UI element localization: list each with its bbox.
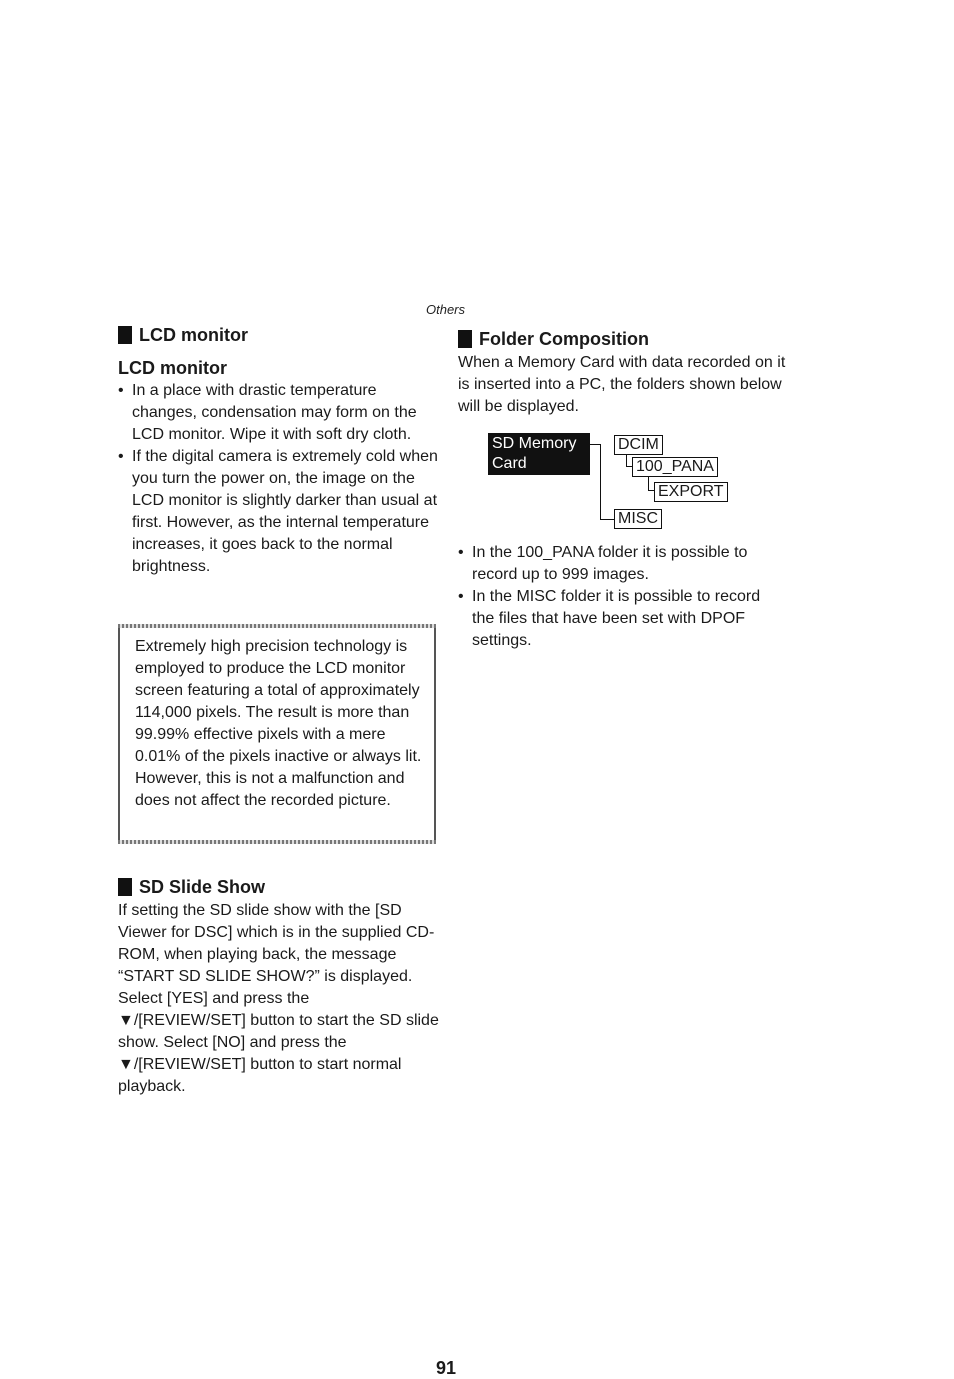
slide-show-section bbox=[118, 874, 440, 1098]
list-item: • In the 100_PANA folder it is possible to record up to 999 images. bbox=[458, 542, 778, 586]
lcd-section-title bbox=[118, 322, 440, 348]
dcim-folder-box: DCIM bbox=[614, 435, 663, 455]
section-label: Others bbox=[426, 302, 466, 317]
folder-section-title-text: Folder Composition bbox=[479, 329, 649, 349]
square-bullet-icon bbox=[458, 330, 472, 348]
connector-line bbox=[648, 477, 649, 491]
folder-intro: When a Memory Card with data recorded on it is inserted into a PC, the folders shown below will be displayed. bbox=[458, 354, 786, 415]
square-bullet-icon bbox=[118, 326, 132, 344]
slide-show-title bbox=[118, 874, 440, 900]
lcd-subtitle: LCD monitor bbox=[118, 358, 227, 378]
list-item: • If the digital camera is extremely cold when you turn the power on, the image on the LCD monitor is slightly darker than usual at first. However, as the internal temperature increases, it goes back to the normal brightness. bbox=[118, 446, 440, 578]
folder-bullet-list bbox=[458, 542, 778, 652]
lcd-note-text: Extremely high precision technology is employed to produce the LCD monitor screen featuring a total of approximately 114,000 pixels. The result is more than 99.99% effective pixels with a mere 0.01% of the pixels inactive or always lit. However, this is not a malfunction and does not affect the recorded picture. bbox=[135, 638, 422, 809]
lcd-section bbox=[118, 322, 440, 578]
pana-folder-box: 100_PANA bbox=[632, 457, 718, 477]
folder-section-title bbox=[458, 326, 788, 352]
misc-folder-box: MISC bbox=[614, 509, 662, 529]
sd-memory-card-box: SD Memory Card bbox=[488, 433, 590, 475]
slide-show-title-text: SD Slide Show bbox=[139, 877, 266, 897]
connector-line bbox=[600, 519, 614, 520]
square-bullet-icon bbox=[118, 878, 132, 896]
folder-section bbox=[458, 326, 788, 418]
folder-bullets bbox=[458, 542, 778, 652]
list-item: • In the MISC folder it is possible to record the files that have been set with DPOF settings. bbox=[458, 586, 778, 652]
connector-line bbox=[600, 444, 601, 520]
lcd-bullet-list bbox=[118, 380, 440, 578]
slide-show-body: If setting the SD slide show with the [SD Viewer for DSC] which is in the supplied CD-ROM, when playing back, the message “START SD SLIDE SHOW?” is displayed. Select [YES] and press the ▼/[REVIEW/SET] button to start the SD slide show. Select [NO] and press the ▼/[REVIEW/SET] button to start normal playback. bbox=[118, 902, 439, 1095]
lcd-note-box bbox=[118, 624, 436, 844]
folder-diagram bbox=[488, 433, 748, 533]
lcd-section-title-text: LCD monitor bbox=[139, 325, 248, 345]
page-number: 91 bbox=[436, 1358, 457, 1378]
list-item: • In a place with drastic temperature changes, condensation may form on the LCD monitor. Wipe it with soft dry cloth. bbox=[118, 380, 440, 446]
export-folder-box: EXPORT bbox=[654, 482, 728, 502]
